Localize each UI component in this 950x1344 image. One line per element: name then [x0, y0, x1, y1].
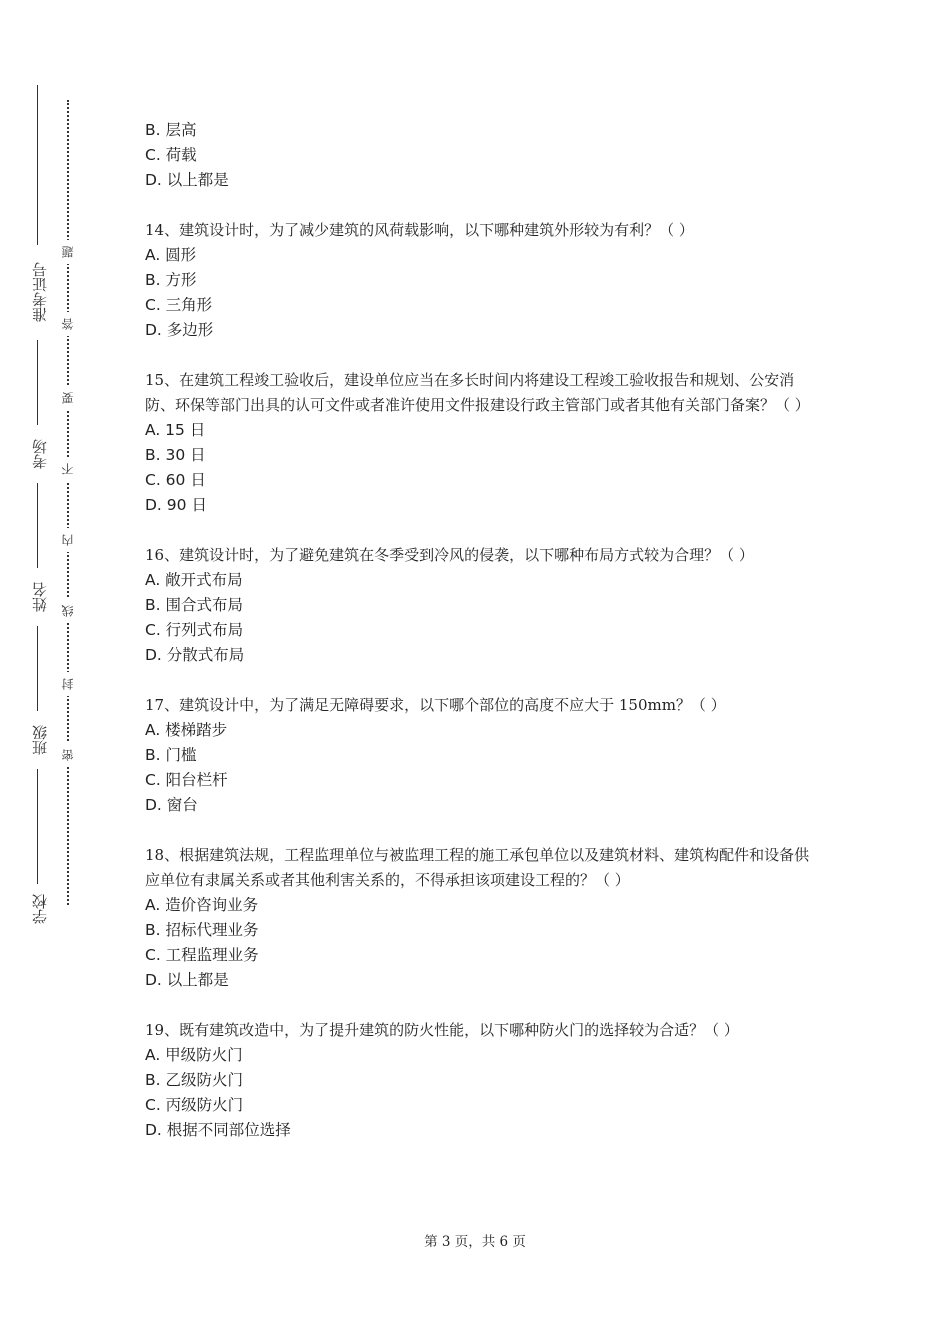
option-item: B. 30 日 — [145, 446, 206, 464]
option-item: D. 窗台 — [145, 796, 198, 814]
option-item: A. 楼梯踏步 — [145, 721, 228, 739]
question-stem: 18、根据建筑法规，工程监理单位与被监理工程的施工承包单位以及建筑材料、建筑构配件和设备供应单位有隶属关系或者其他利害关系的，不得承担该项建设工程的？（ ） — [145, 846, 810, 889]
binding-margin — [0, 0, 110, 1344]
option-item: D. 多边形 — [145, 321, 214, 339]
option-item: B. 层高 — [145, 121, 197, 139]
option-item: C. 三角形 — [145, 296, 213, 314]
option-item: A. 圆形 — [145, 246, 197, 264]
page-footer: 第 3 页，共 6 页 — [424, 1234, 526, 1250]
option-item: A. 敞开式布局 — [145, 571, 243, 589]
question-17 — [145, 693, 815, 818]
option-item: C. 工程监理业务 — [145, 946, 259, 964]
seal-char: 要 — [60, 386, 76, 410]
field-line-school — [37, 769, 38, 884]
option-item: C. 行列式布局 — [145, 621, 244, 639]
option-item: C. 丙级防火门 — [145, 1096, 244, 1114]
question-stem: 19、既有建筑改造中，为了提升建筑的防火性能，以下哪种防火门的选择较为合适？（ ） — [145, 1021, 739, 1039]
question-15 — [145, 368, 815, 518]
question-18 — [145, 843, 815, 993]
field-line-name — [37, 483, 38, 568]
question-stem: 14、建筑设计时，为了减少建筑的风荷载影响，以下哪种建筑外形较为有利？（ ） — [145, 221, 694, 239]
option-item: D. 以上都是 — [145, 171, 229, 189]
seal-char: 线 — [60, 599, 76, 623]
field-label-exam-id: 准考证号 — [31, 262, 49, 323]
option-item: A. 甲级防火门 — [145, 1046, 243, 1064]
option-item: D. 分散式布局 — [145, 646, 245, 664]
field-line-exam-room — [37, 340, 38, 425]
seal-char: 答 — [60, 312, 76, 336]
field-label-school: 学校 — [31, 894, 49, 924]
option-item: C. 阳台栏杆 — [145, 771, 228, 789]
seal-char: 密 — [60, 743, 76, 767]
question-19 — [145, 1018, 815, 1143]
field-label-exam-room: 考场 — [31, 439, 49, 469]
option-item: B. 门槛 — [145, 746, 197, 764]
seal-char: 封 — [60, 672, 76, 696]
question-stem: 17、建筑设计中，为了满足无障碍要求，以下哪个部位的高度不应大于 150mm？（ ） — [145, 696, 726, 714]
field-line-exam-id — [37, 85, 38, 245]
question-stem: 16、建筑设计时，为了避免建筑在冬季受到冷风的侵袭，以下哪种布局方式较为合理？（ ） — [145, 546, 754, 564]
option-item: B. 乙级防火门 — [145, 1071, 243, 1089]
option-item: D. 根据不同部位选择 — [145, 1121, 291, 1139]
option-item: A. 造价咨询业务 — [145, 896, 259, 914]
option-item: C. 荷载 — [145, 146, 197, 164]
seal-char: 题 — [60, 240, 76, 264]
option-item: A. 15 日 — [145, 421, 206, 439]
question-content — [145, 118, 815, 1168]
option-item: D. 90 日 — [145, 496, 207, 514]
option-item: C. 60 日 — [145, 471, 206, 489]
option-item: D. 以上都是 — [145, 971, 229, 989]
seal-dotted-line — [67, 100, 69, 905]
option-item: B. 招标代理业务 — [145, 921, 259, 939]
option-item: B. 方形 — [145, 271, 197, 289]
carryover-options — [145, 118, 815, 193]
question-stem: 15、在建筑工程竣工验收后，建设单位应当在多长时间内将建设工程竣工验收报告和规划、公安消防、环保等部门出具的认可文件或者准许使用文件报建设行政主管部门或者其他有关部门备案？（ ） — [145, 371, 810, 414]
field-line-class — [37, 626, 38, 711]
field-label-class: 班级 — [31, 725, 49, 755]
option-item: B. 围合式布局 — [145, 596, 243, 614]
seal-char: 不 — [60, 457, 76, 481]
field-label-name: 姓名 — [31, 582, 49, 612]
seal-char: 内 — [60, 528, 76, 552]
question-16 — [145, 543, 815, 668]
question-14 — [145, 218, 815, 343]
